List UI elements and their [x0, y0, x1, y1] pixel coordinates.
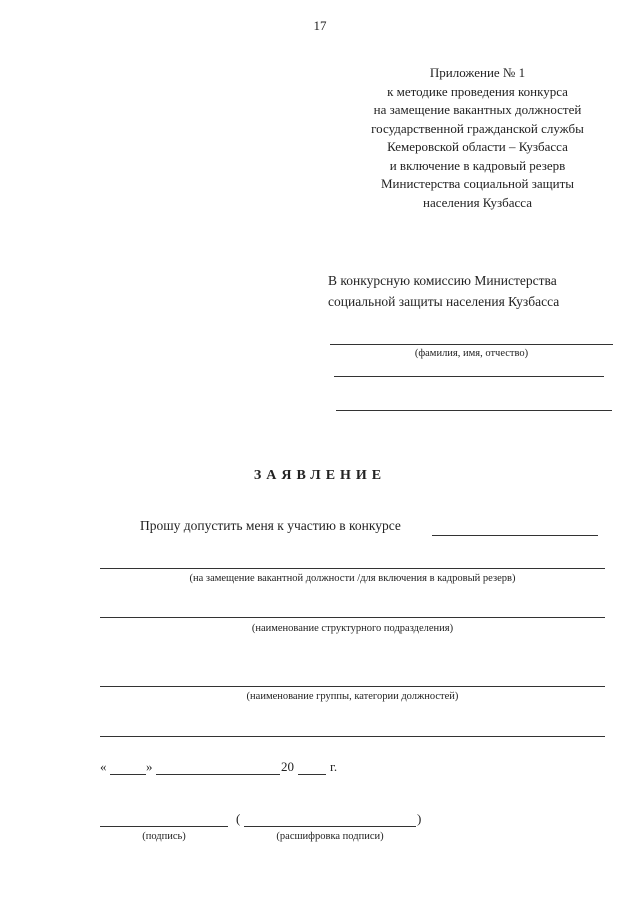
- date-open-quote: «: [100, 759, 107, 774]
- appendix-line: Министерства социальной защиты: [380, 176, 575, 191]
- position-line[interactable]: [100, 568, 605, 569]
- appendix-line: и включение в кадровый резерв: [389, 157, 566, 173]
- request-text: Прошу допустить меня к участию в конкурсе: [140, 518, 401, 533]
- applicant-line-2[interactable]: [334, 376, 604, 377]
- appendix-line: к методике проведения конкурса: [387, 83, 568, 99]
- addressee-line-1: В конкурсную комиссию Министерства: [328, 273, 557, 288]
- date-year-line[interactable]: [298, 774, 326, 775]
- group-caption: (наименование группы, категории должностей): [246, 691, 459, 702]
- document-title: ЗАЯВЛЕНИЕ: [253, 468, 387, 483]
- extra-line[interactable]: [100, 736, 605, 737]
- appendix-line: на замещение вакантных должностей: [373, 102, 582, 117]
- applicant-fio-line[interactable]: [330, 344, 613, 345]
- signature-caption: (подпись): [142, 831, 186, 842]
- appendix-line: Приложение № 1: [429, 65, 526, 80]
- date-month-line[interactable]: [156, 774, 280, 775]
- appendix-block: [340, 64, 615, 212]
- applicant-line-3[interactable]: [336, 410, 612, 411]
- contest-line[interactable]: [432, 535, 598, 536]
- fio-caption: (фамилия, имя, отчество): [414, 348, 529, 359]
- group-line[interactable]: [100, 686, 605, 687]
- position-caption: (на замещение вакантной должности /для включения в кадровый резерв): [189, 573, 516, 584]
- date-close-quote: »: [146, 759, 153, 774]
- date-day-line[interactable]: [110, 774, 146, 775]
- decoding-line[interactable]: [244, 826, 416, 827]
- appendix-line: населения Кузбасса: [422, 194, 532, 210]
- appendix-line: Кемеровской области – Кузбасса: [387, 139, 568, 154]
- decoding-close-paren: ): [417, 811, 422, 826]
- appendix-line: государственной гражданской службы: [371, 120, 584, 136]
- page-number: 17: [313, 18, 327, 33]
- signature-line[interactable]: [100, 826, 228, 827]
- date-year-suffix: г.: [330, 759, 338, 774]
- date-year-prefix: 20: [281, 759, 294, 774]
- department-line[interactable]: [100, 617, 605, 618]
- department-caption: (наименование структурного подразделения): [251, 623, 454, 634]
- decoding-caption: (расшифровка подписи): [276, 831, 384, 842]
- decoding-open-paren: (: [236, 811, 241, 826]
- addressee-block: [328, 270, 618, 312]
- addressee-line-2: социальной защиты населения Кузбасса: [328, 294, 560, 309]
